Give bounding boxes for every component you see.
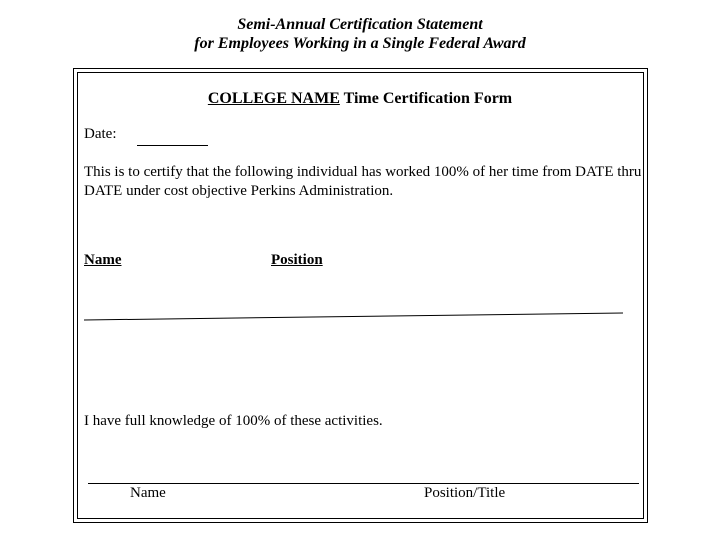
signature-line bbox=[88, 483, 639, 484]
signature-name-label: Name bbox=[130, 485, 166, 501]
signature-position-label: Position/Title bbox=[424, 485, 506, 501]
knowledge-statement: I have full knowledge of 100% of these activities. bbox=[84, 413, 383, 429]
form-title-rest: Time Certification Form bbox=[339, 90, 513, 107]
position-column-header: Position bbox=[271, 252, 323, 268]
college-name: COLLEGE NAME bbox=[207, 90, 340, 107]
header-title-line1: Semi-Annual Certification Statement bbox=[237, 16, 483, 33]
header-title-line2: for Employees Working in a Single Federal Award bbox=[194, 35, 526, 52]
date-label: Date: bbox=[84, 126, 117, 142]
name-column-header: Name bbox=[84, 252, 122, 268]
certification-statement: This is to certify that the following individual has worked 100% of her time from DATE thru DATE under cost objective Perkins Administration. bbox=[84, 164, 642, 199]
